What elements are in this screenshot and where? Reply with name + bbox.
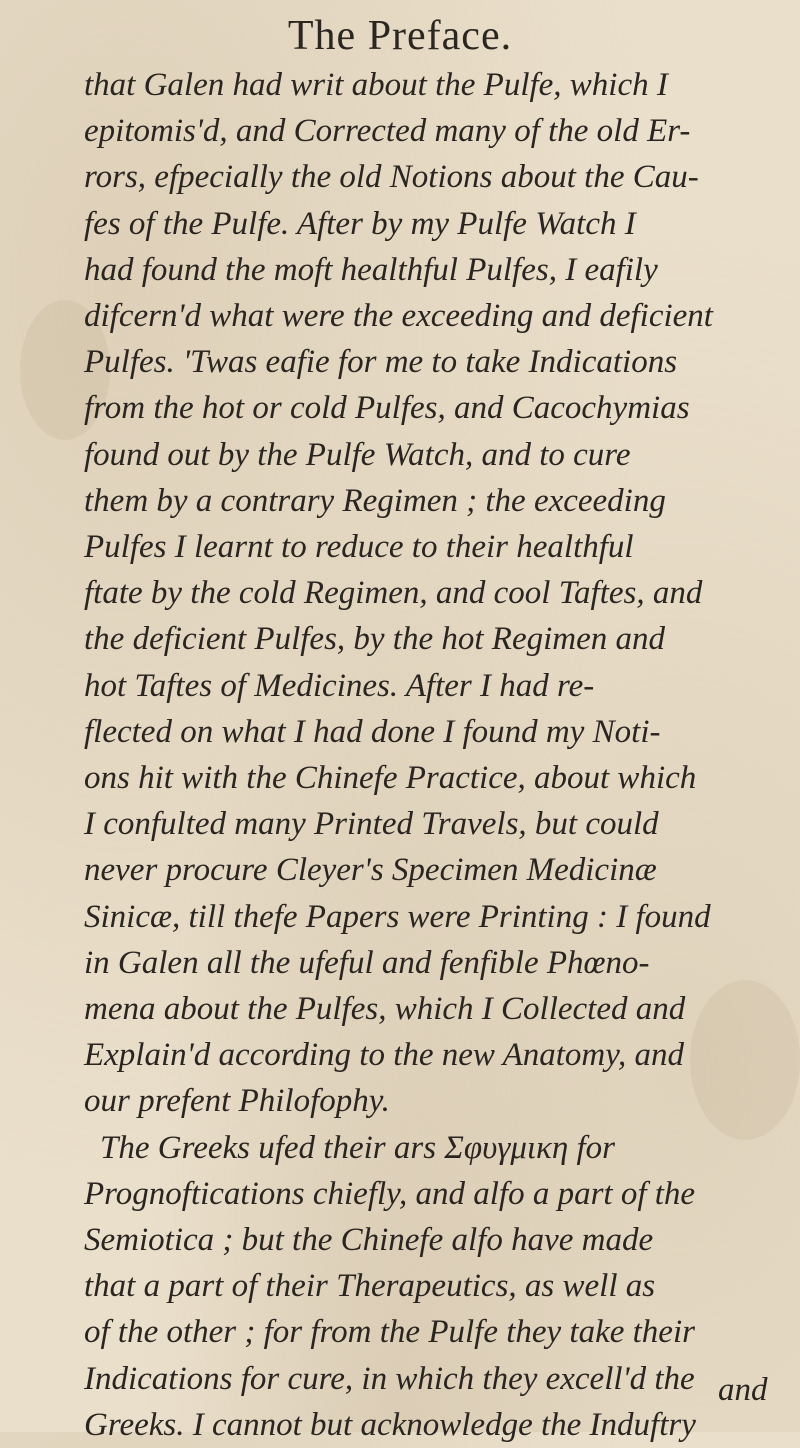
text-line: Prognoftications chiefly, and alfo a part of the [84,1175,696,1212]
catchword: and [718,1372,768,1408]
text-line: never procure Cleyer's Specimen Medicinæ [84,852,657,889]
text-line: of the other ; for from the Pulfe they take their [84,1314,695,1351]
text-line: Greeks. I cannot but acknowledge the Induftry [84,1406,696,1443]
text-line: ftate by the cold Regimen, and cool Taftes, and [84,575,703,612]
text-line: ons hit with the Chinefe Practice, about which [84,760,697,797]
text-line: in Galen all the ufeful and fenfible Phœno- [84,944,650,981]
text-line: them by a contrary Regimen ; the exceeding [84,482,666,519]
text-line: that Galen had writ about the Pulfe, which I [84,67,668,103]
text-line: Explain'd according to the new Anatomy, and [84,1037,685,1074]
text-line: found out by the Pulfe Watch, and to cure [84,436,631,473]
text-line: Semiotica ; but the Chinefe alfo have made [84,1222,654,1259]
text-line: Pulfes I learnt to reduce to their healthful [84,529,634,566]
text-line: had found the moft healthful Pulfes, I eafily [84,251,658,288]
text-line: from the hot or cold Pulfes, and Cacochymias [84,390,690,427]
text-line: I confulted many Printed Travels, but could [84,806,659,843]
text-line: epitomis'd, and Corrected many of the old Er- [84,113,691,150]
text-line: Indications for cure, in which they excell'd the [84,1360,695,1397]
running-head: The Preface. [287,13,513,59]
text-line: rors, efpecially the old Notions about the Cau- [84,159,699,196]
text-line: that a part of their Therapeutics, as well as [84,1268,656,1305]
text-line: hot Taftes of Medicines. After I had re- [84,667,595,704]
text-line: Sinicæ, till thefe Papers were Printing : I found [84,898,711,935]
text-line: Pulfes. 'Twas eafie for me to take Indications [84,344,678,381]
text-line: difcern'd what were the exceeding and deficient [84,298,713,335]
text-line: mena about the Pulfes, which I Collected and [84,991,686,1028]
text-line: fes of the Pulfe. After by my Pulfe Watch I [84,205,636,242]
body-text [64,62,784,1448]
text-line: The Greeks ufed their ars Σφυγμικη for [100,1129,616,1166]
text-line: our prefent Philofophy. [84,1083,390,1120]
text-line: flected on what I had done I found my Noti- [84,713,661,750]
text-line: the deficient Pulfes, by the hot Regimen and [84,621,665,658]
